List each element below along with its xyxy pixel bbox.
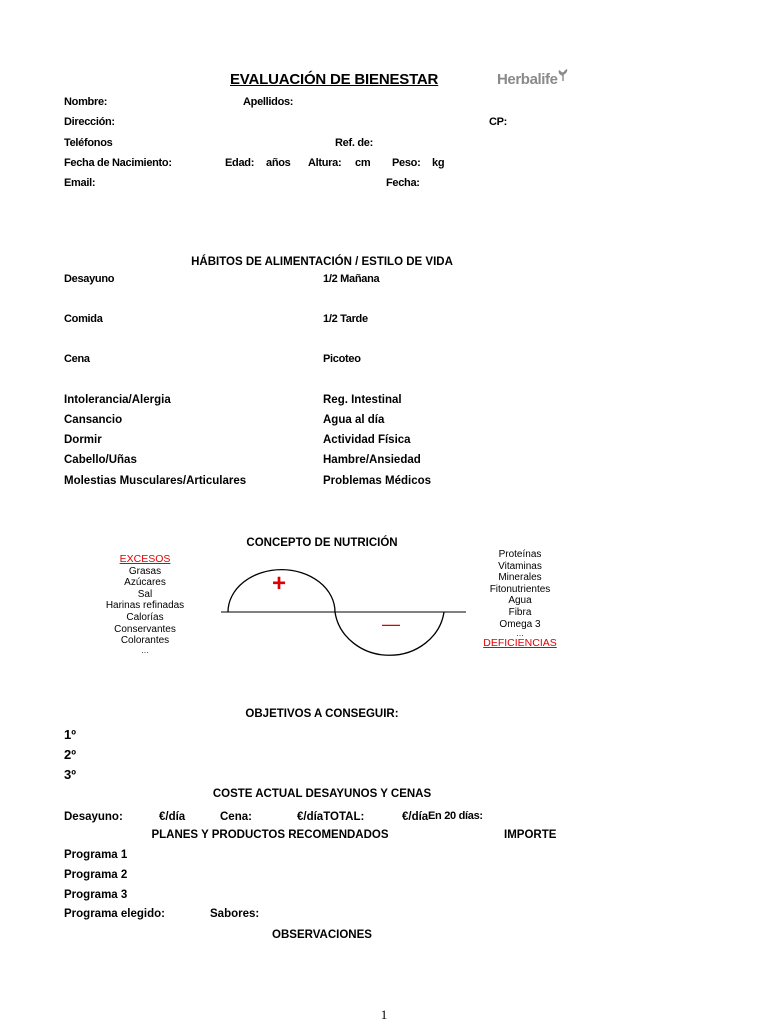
plus-sign: + — [272, 570, 287, 597]
deficiencia-item: Vitaminas — [498, 560, 542, 572]
label-importe: IMPORTE — [504, 829, 557, 841]
deficiencia-item: Fitonutrientes — [489, 583, 551, 595]
section-heading-habitos: HÁBITOS DE ALIMENTACIÓN / ESTILO DE VIDA — [191, 256, 453, 268]
label-fecha: Fecha: — [386, 177, 420, 189]
label-edad: Edad: — [225, 157, 255, 169]
label-kg: kg — [432, 157, 445, 169]
label-apellidos: Apellidos: — [243, 96, 294, 108]
label-programa-elegido: Programa elegido: — [64, 908, 165, 920]
deficiencia-item: Proteínas — [498, 549, 542, 560]
label-nombre: Nombre: — [64, 96, 108, 108]
habit-left-2: Cansancio — [64, 414, 123, 426]
label-eur-dia-total: €/díaTOTAL: — [297, 811, 365, 823]
label-eur-dia-2: €/día — [402, 811, 429, 823]
objetivo-1: 1º — [64, 727, 76, 742]
label-cm: cm — [355, 157, 371, 169]
label-comida: Comida — [64, 313, 103, 325]
label-altura: Altura: — [308, 157, 342, 169]
habit-left-5: Molestias Musculares/Articulares — [64, 475, 247, 487]
deficiencia-item: Fibra — [508, 606, 532, 618]
exceso-item: Grasas — [128, 565, 162, 577]
exceso-item: Harinas refinadas — [105, 600, 185, 612]
exceso-item: Azúcares — [124, 577, 166, 589]
label-media-manana: 1/2 Mañana — [323, 273, 380, 285]
label-direccion: Dirección: — [64, 116, 115, 128]
label-eur-dia-1: €/día — [159, 811, 186, 823]
section-heading-nutricion: CONCEPTO DE NUTRICIÓN — [246, 537, 398, 549]
deficiencias-title: DEFICIENCIAS — [483, 637, 557, 650]
programa-2: Programa 2 — [64, 869, 128, 881]
exceso-item: … — [141, 645, 149, 655]
objetivo-2: 2º — [64, 747, 76, 762]
habit-right-1: Reg. Intestinal — [323, 394, 402, 406]
excesos-title: EXCESOS — [119, 553, 171, 565]
minus-sign: — — [382, 614, 400, 634]
objetivo-3: 3º — [64, 767, 76, 782]
leaf-icon — [557, 68, 569, 82]
deficiencias-list — [483, 549, 557, 650]
exceso-item: Calorías — [126, 611, 164, 623]
habit-left-4: Cabello/Uñas — [64, 454, 137, 466]
excesos-list — [106, 554, 184, 655]
habit-left-3: Dormir — [64, 434, 102, 446]
deficiencia-item: … — [515, 629, 524, 639]
habit-right-3: Actividad Física — [323, 434, 411, 446]
exceso-item: Sal — [137, 588, 153, 600]
exceso-item: Colorantes — [120, 635, 170, 647]
nutrition-balance-diagram — [218, 566, 468, 666]
label-anos: años — [266, 157, 291, 169]
label-en-20-dias: En 20 días: — [428, 810, 483, 822]
page-number: 1 — [380, 1007, 388, 1022]
habit-right-2: Agua al día — [323, 414, 385, 426]
herbalife-logo — [497, 71, 558, 89]
habit-right-5: Problemas Médicos — [323, 475, 432, 487]
section-heading-objetivos: OBJETIVOS A CONSEGUIR: — [245, 708, 399, 720]
section-heading-observaciones: OBSERVACIONES — [272, 929, 372, 941]
programa-3: Programa 3 — [64, 889, 128, 901]
label-cena: Cena — [64, 353, 90, 365]
label-media-tarde: 1/2 Tarde — [323, 313, 368, 325]
label-picoteo: Picoteo — [323, 353, 361, 365]
habit-left-1: Intolerancia/Alergia — [64, 394, 171, 406]
logo-text: Herbalife — [497, 71, 558, 88]
label-fecha-nacimiento: Fecha de Nacimiento: — [64, 157, 172, 169]
section-heading-planes: PLANES Y PRODUCTOS RECOMENDADOS — [151, 829, 389, 841]
label-telefonos: Teléfonos — [64, 137, 113, 149]
label-email: Email: — [64, 177, 96, 189]
page-title: EVALUACIÓN DE BIENESTAR — [230, 71, 439, 88]
deficiencia-item: Omega 3 — [499, 618, 541, 630]
habit-right-4: Hambre/Ansiedad — [323, 454, 421, 466]
deficiencia-item: Minerales — [498, 572, 542, 584]
programa-1: Programa 1 — [64, 849, 128, 861]
exceso-item: Conservantes — [114, 623, 176, 635]
label-desayuno: Desayuno — [64, 273, 115, 285]
deficiencia-item: Agua — [508, 595, 532, 607]
label-coste-cena: Cena: — [220, 811, 252, 823]
label-cp: CP: — [489, 116, 508, 128]
section-heading-coste: COSTE ACTUAL DESAYUNOS Y CENAS — [212, 788, 432, 800]
label-peso: Peso: — [392, 157, 421, 169]
label-ref: Ref. de: — [335, 137, 373, 149]
label-coste-desayuno: Desayuno: — [64, 811, 123, 823]
label-sabores: Sabores: — [210, 908, 260, 920]
